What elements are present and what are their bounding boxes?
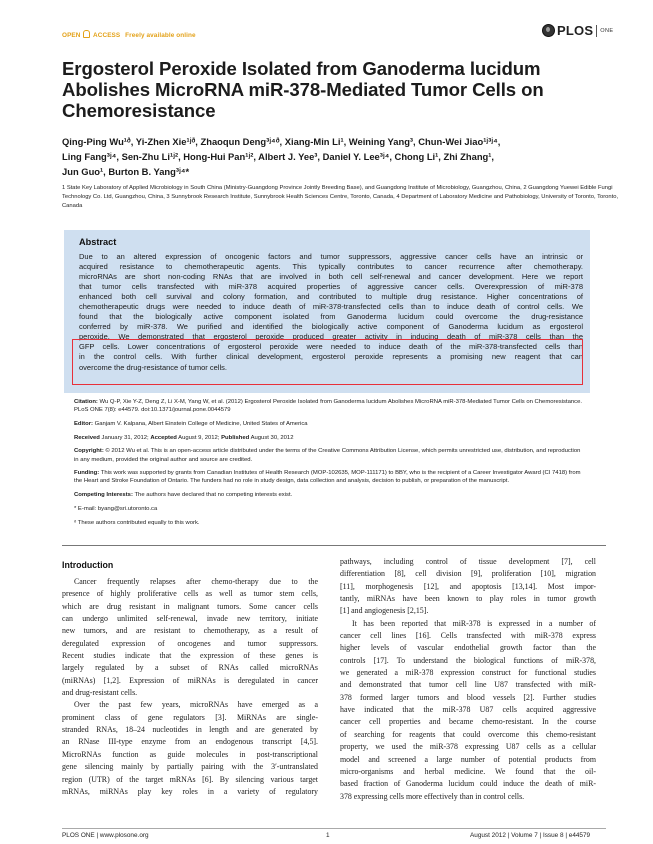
copyright-label: Copyright: — [74, 448, 104, 455]
competing-interests — [74, 491, 584, 499]
footer-rule — [62, 828, 606, 829]
text-line: can undergo unlimited self-renewal, invade new territory, initiate — [62, 614, 318, 624]
text-line: 378 expressing cells more effectively than in control cells. — [340, 791, 525, 801]
text-line: Cancer frequently relapses after chemo-therapy due to the — [74, 577, 318, 586]
text-line: cancer cell lines [16]. Cells transfected with miR-378 express — [340, 631, 596, 641]
received-date: January 31, 2012; — [101, 434, 149, 441]
text-line: micro-organisms and herbal medicine. We found that the oil- — [340, 766, 596, 776]
text-line: and demonstrated that tumor cell line U87 transfected with miR- — [340, 680, 596, 690]
dates — [74, 434, 584, 442]
text-line: and drug-resistant cells. — [62, 688, 138, 698]
text-line: 378 formed larger tumors and blood vessels [2]. Further studies — [340, 692, 596, 702]
text-line: It has been reported that miR-378 is expressed in a number of — [352, 618, 596, 628]
text-line: based fraction of Ganoderma lucidum could induce the death of miR- — [340, 779, 596, 789]
intro-column-left — [62, 576, 318, 798]
editor-label: Editor: — [74, 420, 93, 427]
text-line: stranded RNAs, 18–24 nucleotides in length and are generated by — [62, 725, 318, 735]
competing-text: The authors have declared that no competing interests exist. — [134, 492, 293, 499]
citation-label: Citation: — [74, 399, 98, 405]
text-line: presence of highly proliferative cells as well as tumor stem cells, — [62, 589, 318, 599]
funding-text: This work was supported by grants from Canadian Institutes of Health Research (MOP-102635, MOP-111171) to BBY, who is the recipient of a Career Investigator Award (CI 7418) from the Heart and Stroke Foundation of Ontario. The funders had no role in study design, data collection and analysis, decision to publish, or preparation of the manuscript. — [74, 470, 581, 485]
abstract-line: overcome the drug-resistance of tumor cells. — [79, 362, 227, 372]
abstract-line: enhanced both cell survival and colony formation, and contributed to multiple drug resistance. Higher concentrations of — [79, 292, 583, 302]
funding — [74, 469, 584, 485]
abstract-line: conferred by miR-378. We purified and identified the biologically active component of Ganoderma lucidum as ergosterol — [79, 322, 583, 332]
footer-issue: August 2012 | Volume 7 | Issue 8 | e44579 — [470, 832, 591, 839]
title-line: Ergosterol Peroxide Isolated from Ganoderma lucidum — [62, 58, 541, 79]
text-line: of searching for reagents that could overcome this chemo-resistant — [340, 729, 596, 739]
logo-divider — [596, 25, 597, 37]
text-line: higher levels of vascular endothelial growth factor than the — [340, 643, 596, 653]
open-access-banner — [62, 30, 196, 39]
text-line: we generated a miR-378 expression construct for functional studies — [340, 668, 596, 678]
footer-journal: PLOS ONE | www.plosone.org — [62, 832, 149, 839]
open-label: OPEN — [62, 32, 81, 39]
text-line: differentiation [8], cell division [9], proliferation [10], migration — [340, 569, 596, 579]
text-line: tantly, miRNAs have been known to play roles in tumor growth — [340, 594, 596, 604]
text-line: an RNase III-type enzyme from an endogenous transcript [4,5]. — [62, 737, 318, 747]
author-line: Qing-Ping Wu¹ᶞ, Yi-Zhen Xie¹ʲᶞ, Zhaoqun Deng³ʲ⁴ᶞ, Xiang-Min Li¹, Weining Yang³, Chun-Wei Jiao¹ʲ³ʲ⁴, — [62, 136, 501, 147]
citation-text: Wu Q-P, Xie Y-Z, Deng Z, Li X-M, Yang W, et al. (2012) Ergosterol Peroxide Isolated from Ganoderma lucidum Abolishes MicroRNA miR-378-Mediated Tumor Cells on Chemoresistance. PLoS ONE 7(8): e44579. doi:10.1371/journal.pone.0044579 — [74, 399, 583, 414]
introduction-heading: Introduction — [62, 560, 114, 570]
equal-contribution: ᶞ These authors contributed equally to this work. — [74, 519, 200, 526]
section-divider — [62, 545, 606, 546]
title-line: Chemoresistance — [62, 100, 216, 121]
author-line: Jun Guo¹, Burton B. Yang³ʲ⁴* — [62, 166, 190, 178]
published-label: Published — [221, 434, 250, 441]
text-line: have indicated that the miR-378 U87 cells acquired aggressive — [340, 705, 596, 715]
abstract-line: that tumor cells transfected with miR-378 acquired properties of aggressive cancer cells. Overexpression of miR-378 — [79, 282, 583, 292]
abstract-heading: Abstract — [79, 237, 117, 247]
text-line: [11], morphogenesis [12], and apoptosis [13,14]. Most impor- — [340, 581, 596, 591]
text-line: (miRNAs) [1,2]. Expression of miRNAs is deregulated in cancer — [62, 675, 318, 685]
text-line: cancer cell properties and became chemo-resistant. In the course — [340, 717, 596, 727]
text-line: largely regulated by a subset of RNAs called microRNAs — [62, 663, 318, 673]
competing-label: Competing Interests: — [74, 492, 133, 499]
text-line: Recent studies indicate that the expression of these genes is — [62, 651, 318, 661]
accepted-date: August 9, 2012; — [178, 434, 220, 441]
received-label: Received — [74, 434, 100, 441]
copyright-text: © 2012 Wu et al. This is an open-access article distributed under the terms of the Creative Commons Attribution License, which permits unrestricted use, distribution, and reproduction in any medium, provided the original author and source are credited. — [74, 448, 581, 463]
abstract-line: peroxide. We demonstrated that ergosterol peroxide produced greater activity in inducing death of miR-378 cells than the — [79, 332, 583, 342]
highlight-annotation-box — [72, 339, 583, 385]
accepted-label: Accepted — [150, 434, 177, 441]
text-line: mRNAs, miRNAs play key roles in a variety of regulatory — [62, 786, 318, 796]
text-line: pathways, including control of tissue development [7], cell — [340, 557, 596, 566]
journal-logo — [542, 23, 614, 38]
affiliations: 1 State Key Laboratory of Applied Microbiology in South China (Ministry-Guangdong Province Jointly Breeding Base), and Guangdong Institute of Microbiology, Guangzhou, China, 2 Guangdong Yuewei Edible Fungi Technology Co. Ltd, Guangzhou, China, 3 Sunnybrook Research Institute, Sunnybrook Health Sciences Centre, Toronto, Canada, 4 Department of Laboratory Medicine and Pathobiology, University of Toronto, Toronto, Canada — [62, 185, 619, 209]
author-list — [62, 134, 637, 180]
text-line: region (UTR) of the target mRNAs [6]. By silencing various target — [62, 774, 318, 784]
text-line: model and screened a large number of potential products from — [340, 754, 596, 764]
text-line: prominent class of gene regulators [3]. MiRNAs are single- — [62, 712, 318, 722]
page-number: 1 — [326, 832, 330, 839]
copyright — [74, 447, 584, 463]
lock-icon — [83, 30, 90, 38]
abstract-line: microRNAs are short non-coding RNAs that are involved in both cell self-renewal and cancer development. Here we report — [79, 272, 583, 282]
text-line: new tumors, and are resistant to chemotherapy, as a result of — [62, 626, 318, 636]
text-line: property, we used the miR-378 expressing U87 cells as a cellular — [340, 742, 596, 752]
text-line: which are drug resistant in malignant tumors. Some cancer cells — [62, 601, 318, 611]
paper-title — [62, 58, 622, 121]
funding-label: Funding: — [74, 470, 100, 477]
title-line: Abolishes MicroRNA miR-378-Mediated Tumor Cells on — [62, 79, 544, 100]
abstract-line: acquired resistance to chemotherapeutic agents. This typically contributes to cancer recurrence after chemotherapy. — [79, 262, 583, 272]
editor-text: Ganjam V. Kalpana, Albert Einstein College of Medicine, United States of America — [94, 420, 308, 427]
text-line: MicroRNAs function as guide molecules in post-transcriptional — [62, 749, 318, 759]
text-line: Over the past few years, microRNAs have emerged as a — [74, 700, 318, 710]
published-date: August 30, 2012 — [250, 434, 294, 441]
email: * E-mail: byang@sri.utoronto.ca — [74, 505, 158, 512]
intro-column-right — [340, 556, 596, 803]
plos-globe-icon — [542, 24, 555, 37]
abstract-line: chemotherapeutic drugs were needed to induce death of miR-378-transfected cells than to induce death of control cells. We — [79, 302, 583, 312]
article-metadata — [74, 398, 584, 532]
author-line: Ling Fang³ʲ⁴, Sen-Zhu Li¹ʲ², Hong-Hui Pan¹ʲ², Albert J. Yee³, Daniel Y. Lee³ʲ⁴, Chong Li¹, Zhi Zhang¹, — [62, 151, 495, 163]
text-line: deregulated expression of oncogenes and tumor suppressors. — [62, 638, 318, 648]
journal-logo-text: PLOS — [557, 23, 594, 38]
editor — [74, 420, 584, 428]
citation — [74, 398, 584, 414]
abstract-line: found that the biologically active component isolated from Ganoderma lucidum could overcome the drug-resistance — [79, 312, 583, 322]
abstract-line: GFP cells. Lower concentrations of ergosterol peroxide were needed to induce death of the miR-378-transfected cells than — [79, 342, 583, 352]
text-line: [1] and angiogenesis [2,15]. — [340, 606, 429, 616]
access-label: ACCESS — [93, 32, 121, 39]
text-line: controls [17]. To understand the biological functions of miR-378, — [340, 655, 596, 665]
text-line: gene silencing mainly by partially pairing with the 3′-untranslated — [62, 762, 318, 772]
abstract-line: in the control cells. With further clinical development, ergosterol peroxide represents a promising new reagent that can — [79, 352, 583, 362]
journal-logo-sub: ONE — [600, 27, 614, 34]
abstract-line: Due to an altered expression of oncogenic factors and tumor suppressors, aggressive cancer cells have an intrinsic or — [79, 252, 583, 261]
freely-available-label: Freely available online — [125, 32, 196, 39]
